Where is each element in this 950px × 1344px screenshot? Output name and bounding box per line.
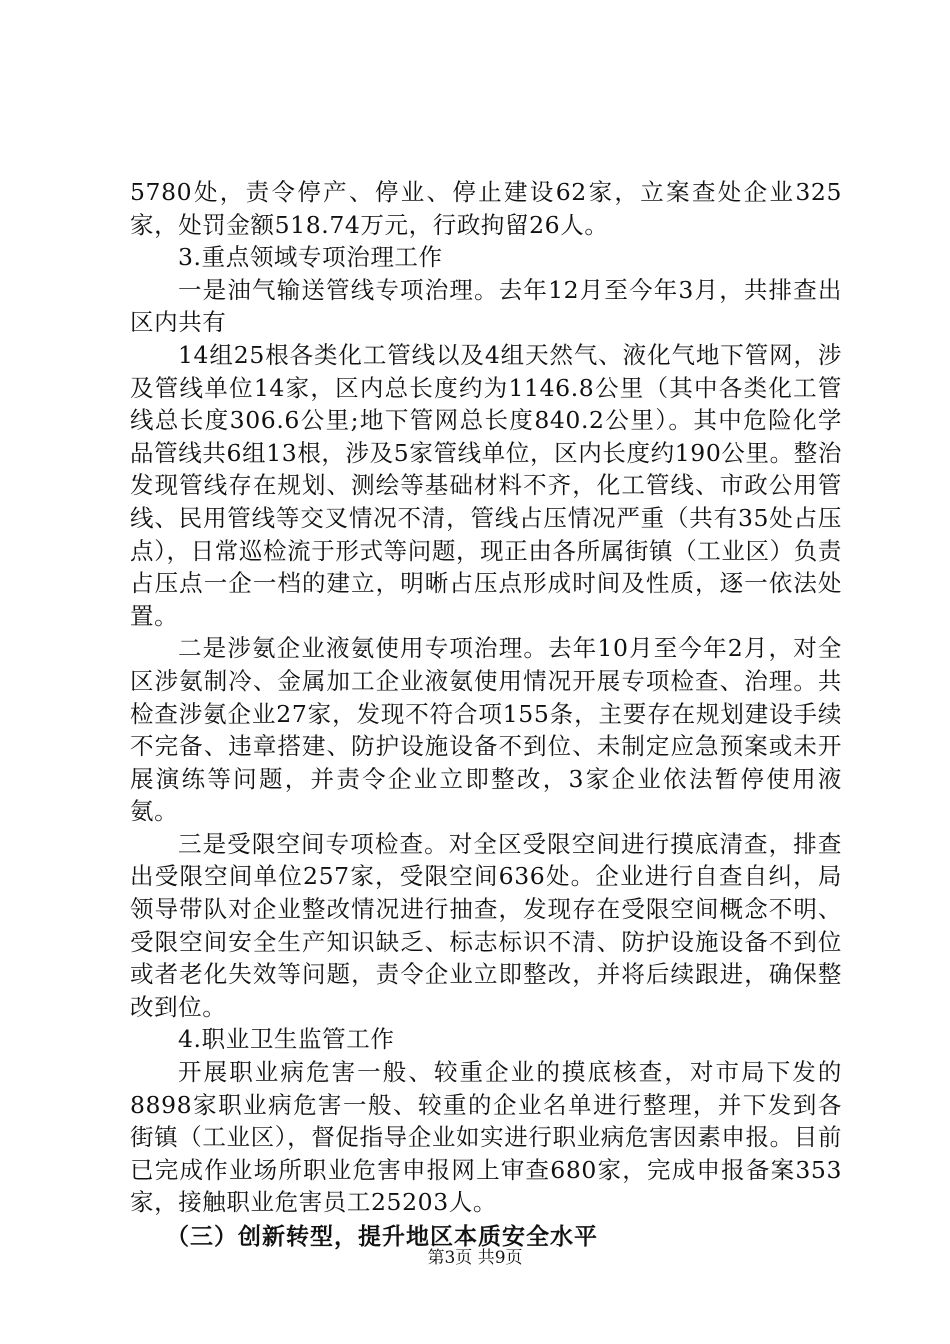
paragraph-ammonia: 二是涉氨企业液氨使用专项治理。去年10月至今年2月，对全区涉氨制冷、金属加工企业液氨使用情况开展专项检查、治理。共检查涉氨企业27家，发现不符合项155条，主要存在规划建设手续不完备、违章搭建、防护设施设备不到位、未制定应急预案或未开展演练等问题，并责令企业立即整改，3家企业依法暂停使用液氨。 <box>130 634 842 826</box>
paragraph-pipeline-intro: 一是油气输送管线专项治理。去年12月至今年3月，共排查出区内共有 <box>130 275 842 337</box>
section-heading-bold: （三）创新转型，提升地区本质安全水平 <box>166 1224 598 1250</box>
section-heading-4: 4.职业卫生监管工作 <box>178 1025 395 1054</box>
paragraph-confined-space: 三是受限空间专项检查。对全区受限空间进行摸底清查，排查出受限空间单位257家，受限空间636处。企业进行自查自纠，局领导带队对企业整改情况进行抽查，发现存在受限空间概念不明、受限空间安全生产知识缺乏、标志标识不清、防护设施设备不到位或者老化失效等问题，责令企业立即整改，并将后续跟进，确保整改到位。 <box>130 829 842 1021</box>
page-footer: 第3页 共9页 <box>427 1248 523 1268</box>
paragraph-pipeline-detail: 14组25根各类化工管线以及4组天然气、液化气地下管网，涉及管线单位14家，区内总长度约为1146.8公里（其中各类化工管线总长度306.6公里;地下管网总长度840.2公里）。其中危险化学品管线共6组13根，涉及5家管线单位，区内长度约190公里。整治发现管线存在规划、测绘等基础材料不齐，化工管线、市政公用管线、民用管线等交叉情况不清，管线占压情况严重（共有35处占压点），日常巡检流于形式等问题，现正由各所属街镇（工业区）负责占压点一企一档的建立，明晰占压点形成时间及性质，逐一依法处置。 <box>130 340 842 630</box>
paragraph-occupational-health: 开展职业病危害一般、较重企业的摸底核查，对市局下发的8898家职业病危害一般、较重的企业名单进行整理，并下发到各街镇（工业区），督促指导企业如实进行职业病危害因素申报。目前已完成作业场所职业危害申报网上审查680家，完成申报备案353家，接触职业危害员工25203人。 <box>130 1058 842 1217</box>
section-heading-3: 3.重点领域专项治理工作 <box>178 243 443 272</box>
paragraph-continuation: 5780处，责令停产、停业、停止建设62家，立案查处企业325家，处罚金额518.74万元，行政拘留26人。 <box>130 178 842 239</box>
document-body <box>130 176 842 1254</box>
